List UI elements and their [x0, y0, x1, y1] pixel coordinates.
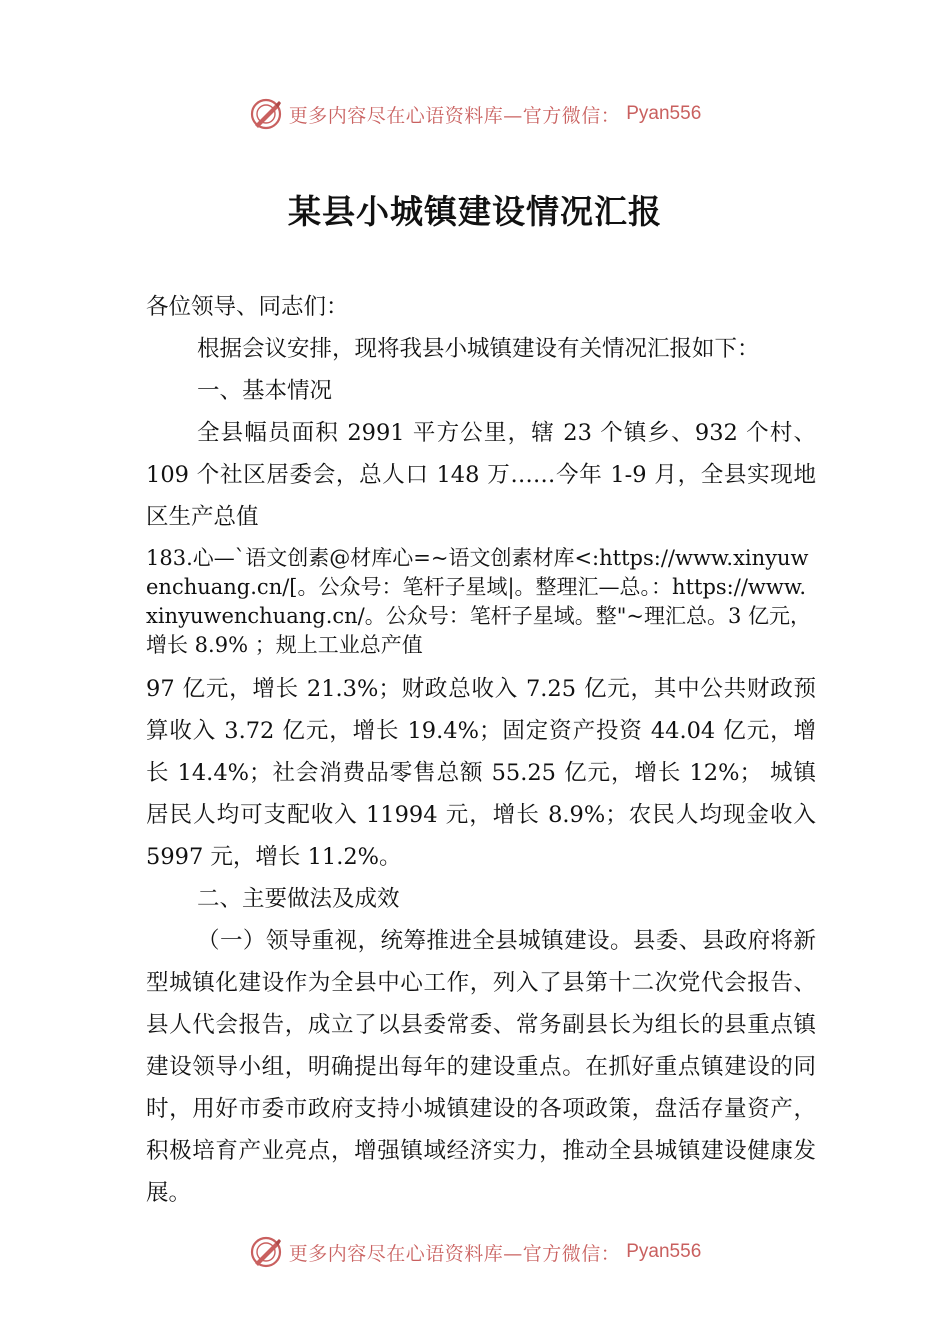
header-banner-account: Pyan556 [626, 103, 702, 124]
header-banner-text: 更多内容尽在心语资料库—官方微信： [288, 104, 621, 127]
section1-paragraph-a: 全县幅员面积 2991 平方公里，辖 23 个镇乡、932 个村、109 个社区居委会，总人口 148 万……今年 1-9 月，全县实现地区生产总值 [146, 420, 816, 530]
salutation: 各位领导、同志们： [146, 294, 349, 320]
footer-banner-account: Pyan556 [626, 1241, 702, 1262]
intro-paragraph: 根据会议安排，现将我县小城镇建设有关情况汇报如下： [197, 336, 760, 362]
document-title: 某县小城镇建设情况汇报 [288, 192, 662, 231]
pen-seal-logo-icon [249, 1235, 283, 1269]
section1-heading: 一、基本情况 [197, 378, 333, 404]
document-body [146, 286, 816, 1214]
footer-banner-text: 更多内容尽在心语资料库—官方微信： [288, 1242, 621, 1265]
section1-paragraph-b: 97 亿元，增长 21.3%；财政总收入 7.25 亿元，其中公共财政预算收入 3.72 亿元，增长 19.4%；固定资产投资 44.04 亿元，增长 14.4%；社会消费品零售总额 55.25 亿元，增长 12%； 城镇居民人均可支配收入 11994 元，增长 8.9%；农民人均现金收入 5997 元，增长 11.2%。 [146, 676, 816, 870]
section2-heading: 二、主要做法及成效 [197, 886, 400, 912]
section2-paragraph-1: （一）领导重视，统筹推进全县城镇建设。县委、县政府将新型城镇化建设作为全县中心工作，列入了县第十二次党代会报告、县人代会报告，成立了以县委常委、常务副县长为组长的县重点镇建设领导小组，明确提出每年的建设重点。在抓好重点镇建设的同时，用好市委市政府支持小城镇建设的各项政策，盘活存量资产，积极培育产业亮点，增强镇域经济实力，推动全县城镇建设健康发展。 [146, 928, 816, 1206]
pen-seal-logo-icon [249, 97, 283, 131]
footer-banner [0, 1232, 950, 1272]
section1-paragraph-mixed: 183.心—`语文创素@材库心=~语文创素材库<:https://www.xinyuwenchuang.cn/[。公众号：笔杆子星域|。整理汇—总。：https://www.xinyuwenchuang.cn/。公众号：笔杆子星域。整"~理汇总。3 亿元，增长 8.9% ；规上工业总产值 [146, 546, 812, 657]
header-banner [0, 94, 950, 134]
